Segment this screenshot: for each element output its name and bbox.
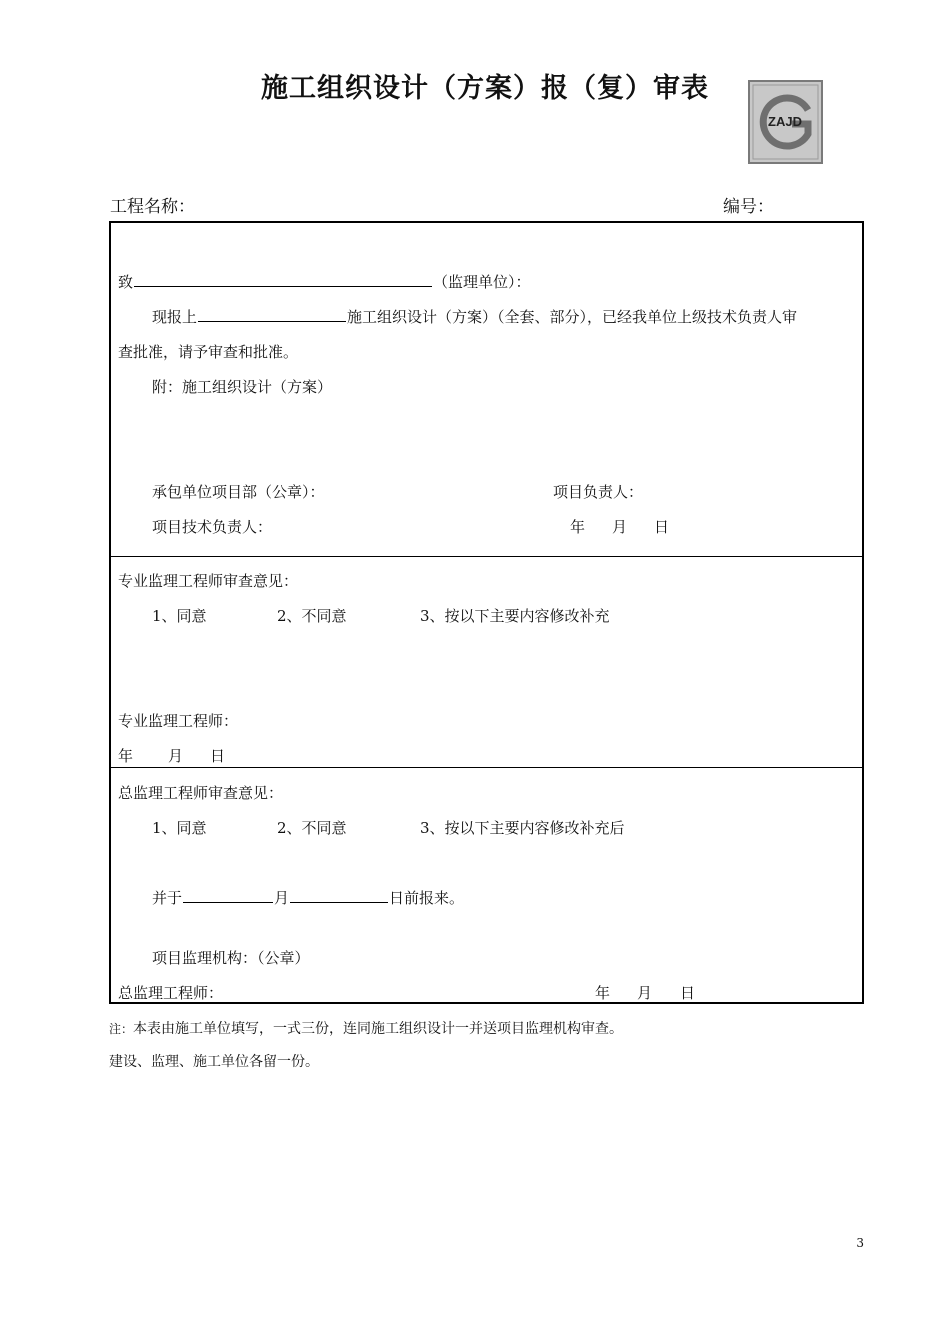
note-text-1: 本表由施工单位填写，一式三份，连同施工组织设计一并送项目监理机构审查。 (133, 1021, 624, 1037)
section1-month: 月 (612, 518, 628, 536)
note-line-1 (109, 1018, 623, 1038)
section2-year: 年 (118, 747, 134, 765)
resubmit-month-field[interactable] (183, 888, 273, 903)
resubmit-month-label: 月 (274, 889, 290, 907)
supervision-agency-label: 项目监理机构：（公章） (152, 949, 310, 967)
plan-name-field[interactable] (198, 307, 346, 322)
section-divider-1 (109, 556, 864, 557)
section1-day: 日 (654, 518, 670, 536)
project-manager-label: 项目负责人： (553, 483, 644, 501)
note-prefix: 注： (109, 1022, 134, 1036)
tech-manager-label: 项目技术负责人： (152, 518, 273, 536)
chief-option-disagree[interactable]: 2、不同意 (277, 819, 347, 837)
section3-year: 年 (595, 984, 611, 1002)
company-logo (748, 80, 823, 164)
page-number: 3 (856, 1236, 864, 1250)
chief-option-revise[interactable]: 3、按以下主要内容修改补充后 (420, 819, 625, 837)
section2-day: 日 (210, 747, 226, 765)
submission-prefix: 现报上 (152, 308, 198, 326)
chief-option-agree[interactable]: 1、同意 (152, 819, 207, 837)
submission-line (152, 307, 797, 327)
specialist-option-agree[interactable]: 1、同意 (152, 607, 207, 625)
logo-text: ZAJD (768, 114, 802, 129)
to-suffix: （监理单位）： (433, 273, 531, 291)
supervision-unit-field[interactable] (134, 272, 432, 287)
specialist-review-heading: 专业监理工程师审查意见： (118, 572, 299, 590)
submission-suffix: 施工组织设计（方案）（全套、部分），已经我单位上级技术负责人审 (347, 308, 798, 326)
note-line-2: 建设、监理、施工单位各留一份。 (109, 1054, 319, 1070)
chief-review-heading: 总监理工程师审查意见： (118, 784, 284, 802)
section1-year: 年 (570, 518, 586, 536)
specialist-signer-label: 专业监理工程师： (118, 712, 239, 730)
specialist-option-disagree[interactable]: 2、不同意 (277, 607, 347, 625)
to-prefix: 致 (118, 273, 134, 291)
resubmit-prefix: 并于 (152, 889, 183, 907)
section2-month: 月 (168, 747, 184, 765)
section-divider-2 (109, 767, 864, 768)
number-label: 编号： (723, 197, 774, 217)
chief-signer-label: 总监理工程师： (118, 984, 224, 1002)
contractor-dept-label: 承包单位项目部（公章）： (152, 483, 325, 501)
resubmit-day-field[interactable] (290, 888, 388, 903)
attachment-line: 附：施工组织设计（方案） (152, 378, 333, 396)
submission-line-2: 查批准，请予审查和批准。 (118, 343, 299, 361)
resubmit-suffix: 日前报来。 (389, 889, 465, 907)
to-line (118, 272, 531, 292)
project-name-label: 工程名称： (110, 197, 195, 217)
section3-day: 日 (680, 984, 696, 1002)
specialist-option-revise[interactable]: 3、按以下主要内容修改补充 (420, 607, 610, 625)
page-title: 施工组织设计（方案）报（复）审表 (261, 73, 709, 104)
resubmit-line (152, 888, 464, 908)
section3-month: 月 (637, 984, 653, 1002)
